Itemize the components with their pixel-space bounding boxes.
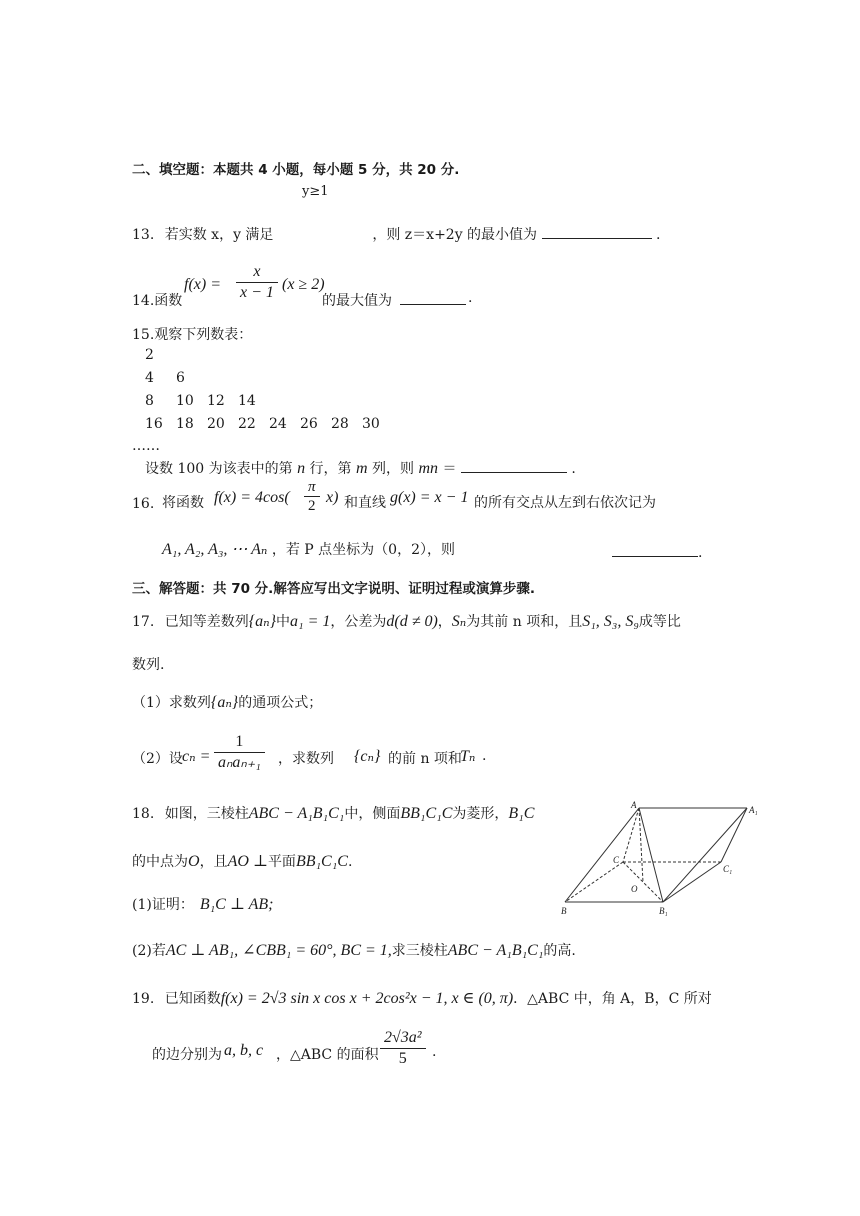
q15-text2: 行，第 [309, 461, 352, 477]
q18-b1c: B₁C [508, 805, 535, 822]
q16-pi: π [304, 478, 320, 497]
q15-mn: mn [418, 460, 439, 477]
q15-title: 15.观察下列数表： [132, 327, 253, 343]
q15-eq: ＝ [442, 461, 457, 477]
q18-p2a: (2)若 [132, 943, 166, 959]
q17-text6: 成等比 [638, 614, 681, 630]
table-cell: 30 [362, 416, 380, 432]
table-cell: 4 [145, 370, 154, 386]
q17-number: 17. [132, 614, 155, 630]
q15-n: n [297, 460, 306, 477]
q17-line2: 数列. [132, 657, 165, 673]
q18-o: O [188, 853, 200, 870]
q17-p1a: （1）求数列 [132, 695, 211, 711]
q14-end: . [468, 290, 473, 306]
q14-answer-blank[interactable] [400, 290, 466, 305]
q18-text2: 中，侧面 [344, 806, 401, 822]
q18-part1 [132, 894, 273, 914]
question-17 [132, 611, 681, 631]
q17-a1: a₁ = 1 [290, 613, 331, 630]
q18-line2 [132, 851, 352, 871]
q17-p2e: . [482, 748, 487, 764]
label-A: A [631, 800, 637, 810]
table-cell: 18 [176, 416, 194, 432]
q15-row-1 [145, 347, 176, 363]
table-cell: 28 [331, 416, 349, 432]
question-19 [132, 988, 712, 1008]
q19-text2: ．△ABC 中，角 A，B，C 所对 [513, 991, 712, 1007]
q18-face2: BB₁C₁C [295, 853, 348, 870]
q15-answer-blank[interactable] [461, 458, 567, 473]
table-cell: 16 [145, 416, 163, 432]
q17-p2den: aₙaₙ₊₁ [218, 754, 261, 771]
q15-question [145, 458, 576, 478]
q17-text3: ，公差为 [330, 614, 387, 630]
q13-text2: ，则 z＝x+2y 的最小值为 [372, 227, 538, 243]
q16-two: 2 [308, 498, 316, 514]
label-C: C [613, 855, 620, 865]
q17-an: {aₙ} [248, 613, 276, 630]
q19-line2c: . [432, 1044, 437, 1060]
label-O: O [631, 884, 638, 894]
q16-f: f(x) = 4cos( [214, 489, 290, 506]
table-cell: 26 [300, 416, 318, 432]
q18-p2d: ABC − A₁B₁C₁ [447, 942, 544, 959]
q16-fx-end: x) [326, 489, 339, 506]
q18-text1: 如图，三棱柱 [164, 806, 249, 822]
table-cell: 6 [176, 370, 185, 386]
q17-d: d(d ≠ 0) [386, 613, 438, 630]
q13-answer-blank[interactable] [542, 224, 652, 239]
q18-part2 [132, 940, 576, 960]
section-2-title: 二、填空题：本题共 4 小题，每小题 5 分，共 20 分. [132, 162, 460, 178]
q16-text2: 和直线 [344, 495, 386, 511]
q17-p2b: ，求数列 [278, 751, 334, 767]
question-13 [132, 224, 660, 244]
q18-p2c: 求三棱柱 [391, 943, 448, 959]
q18-p1a: (1)证明： [132, 897, 194, 913]
q19-line2a: 的边分别为 [152, 1047, 222, 1063]
q16-line2 [162, 539, 455, 559]
q14-fx: f(x) = [184, 276, 221, 293]
label-C1: C₁ [723, 864, 733, 874]
table-cell: 8 [145, 393, 154, 409]
label-B1: B₁ [659, 906, 668, 916]
q16-answer-blank[interactable] [612, 542, 698, 557]
q18-face: BB₁C₁C [400, 805, 453, 822]
q14-fraction [236, 262, 278, 303]
q19-abc: a, b, c [224, 1042, 264, 1059]
q13-end: . [655, 227, 661, 243]
q18-line2d: . [347, 854, 353, 870]
q17-part1 [132, 692, 322, 712]
q18-text3: 为菱形， [452, 806, 509, 822]
q15-row-4 [145, 416, 393, 432]
q18-line2a: 的中点为 [132, 854, 188, 870]
q15-m: m [355, 460, 368, 477]
q19-num: 2√3a² [380, 1028, 426, 1049]
q19-line2b: ，△ABC 的面积 [276, 1047, 379, 1063]
q18-line2b: ，且 [199, 854, 228, 870]
q13-number: 13. [132, 227, 155, 243]
section-3-title: 三、解答题：共 70 分.解答应写出文字说明、证明过程或演算步骤. [132, 581, 535, 597]
q16-text4: ，若 P 点坐标为（0，2），则 [271, 542, 455, 558]
q16-number: 16. [132, 496, 155, 512]
q18-p2e: 的高. [543, 943, 576, 959]
q17-p2d: 的前 n 项和 [388, 751, 462, 767]
q17-text2: 中 [276, 614, 290, 630]
label-A1: A₁ [749, 805, 758, 815]
q19-number: 19. [132, 991, 155, 1007]
q17-p2a: （2）设 [132, 751, 183, 767]
q19-fraction [380, 1028, 426, 1069]
q14-number: 14.函数 [132, 293, 183, 309]
table-cell: 20 [207, 416, 225, 432]
q17-fraction [214, 732, 265, 773]
q16-text1: 将函数 [162, 495, 204, 511]
table-cell: 12 [207, 393, 225, 409]
q14-condition: (x ≥ 2) [282, 276, 325, 293]
q17-p1b: {aₙ} [210, 694, 239, 711]
q17-text5: 为其前 n 项和，且 [466, 614, 583, 630]
q15-end: . [571, 461, 576, 477]
q16-fraction [304, 478, 320, 515]
q13-fragment: y≥1 [302, 184, 329, 199]
prism-figure [555, 800, 765, 920]
q15-text3: 列，则 [372, 461, 414, 477]
q17-p2c: cₙ = [182, 748, 211, 765]
q15-row-3 [145, 393, 269, 409]
q14-numerator: x [236, 262, 278, 283]
q19-f: f(x) = 2√3 sin x cos x + 2cos²x − 1, x ∈ (0, π) [220, 990, 514, 1007]
q19-line2 [152, 1028, 472, 1078]
q15-dots: …… [132, 438, 160, 454]
q17-sn: Sₙ [451, 613, 467, 630]
q19-text1: 已知函数 [164, 991, 221, 1007]
q18-p1b: B₁C ⊥ AB; [199, 896, 274, 913]
question-18 [132, 803, 534, 823]
q17-part2 [132, 732, 532, 782]
q18-number: 18. [132, 806, 155, 822]
q14-text: 的最大值为 [322, 293, 392, 309]
table-cell: 24 [269, 416, 287, 432]
table-cell: 2 [145, 347, 154, 363]
table-cell: 14 [238, 393, 256, 409]
q17-p2num: 1 [214, 732, 265, 753]
q15-text1: 设数 100 为该表中的第 [145, 461, 293, 477]
q16-end: . [698, 545, 703, 561]
q14-denominator: x − 1 [240, 284, 274, 301]
q16-text3: 的所有交点从左到右依次记为 [474, 495, 656, 511]
q17-p2t: Tₙ [460, 748, 476, 765]
label-B: B [561, 906, 567, 916]
q17-p1c: 的通项公式； [238, 695, 323, 711]
q16-g: g(x) = x − 1 [390, 489, 469, 506]
table-cell: 10 [176, 393, 194, 409]
q17-text1: 已知等差数列 [164, 614, 249, 630]
q16-seq: A₁, A₂, A₃, ⋯ Aₙ [162, 541, 268, 558]
q18-p2b: AC ⊥ AB₁, ∠CBB₁ = 60°, BC = 1, [165, 942, 392, 959]
q18-line2c: 平面 [267, 854, 296, 870]
q15-row-2 [145, 370, 207, 386]
table-cell: 22 [238, 416, 256, 432]
q18-prism: ABC − A₁B₁C₁ [248, 805, 345, 822]
q16-answer [612, 542, 702, 561]
q18-ao: AO ⊥ [227, 853, 268, 870]
q17-s: S₁, S₃, S₉ [582, 613, 639, 630]
q19-den: 5 [398, 1050, 407, 1067]
q17-text4: ， [437, 614, 452, 630]
q17-p2cn: {cₙ} [354, 748, 381, 765]
q13-text1: 若实数 x，y 满足 [164, 227, 274, 243]
